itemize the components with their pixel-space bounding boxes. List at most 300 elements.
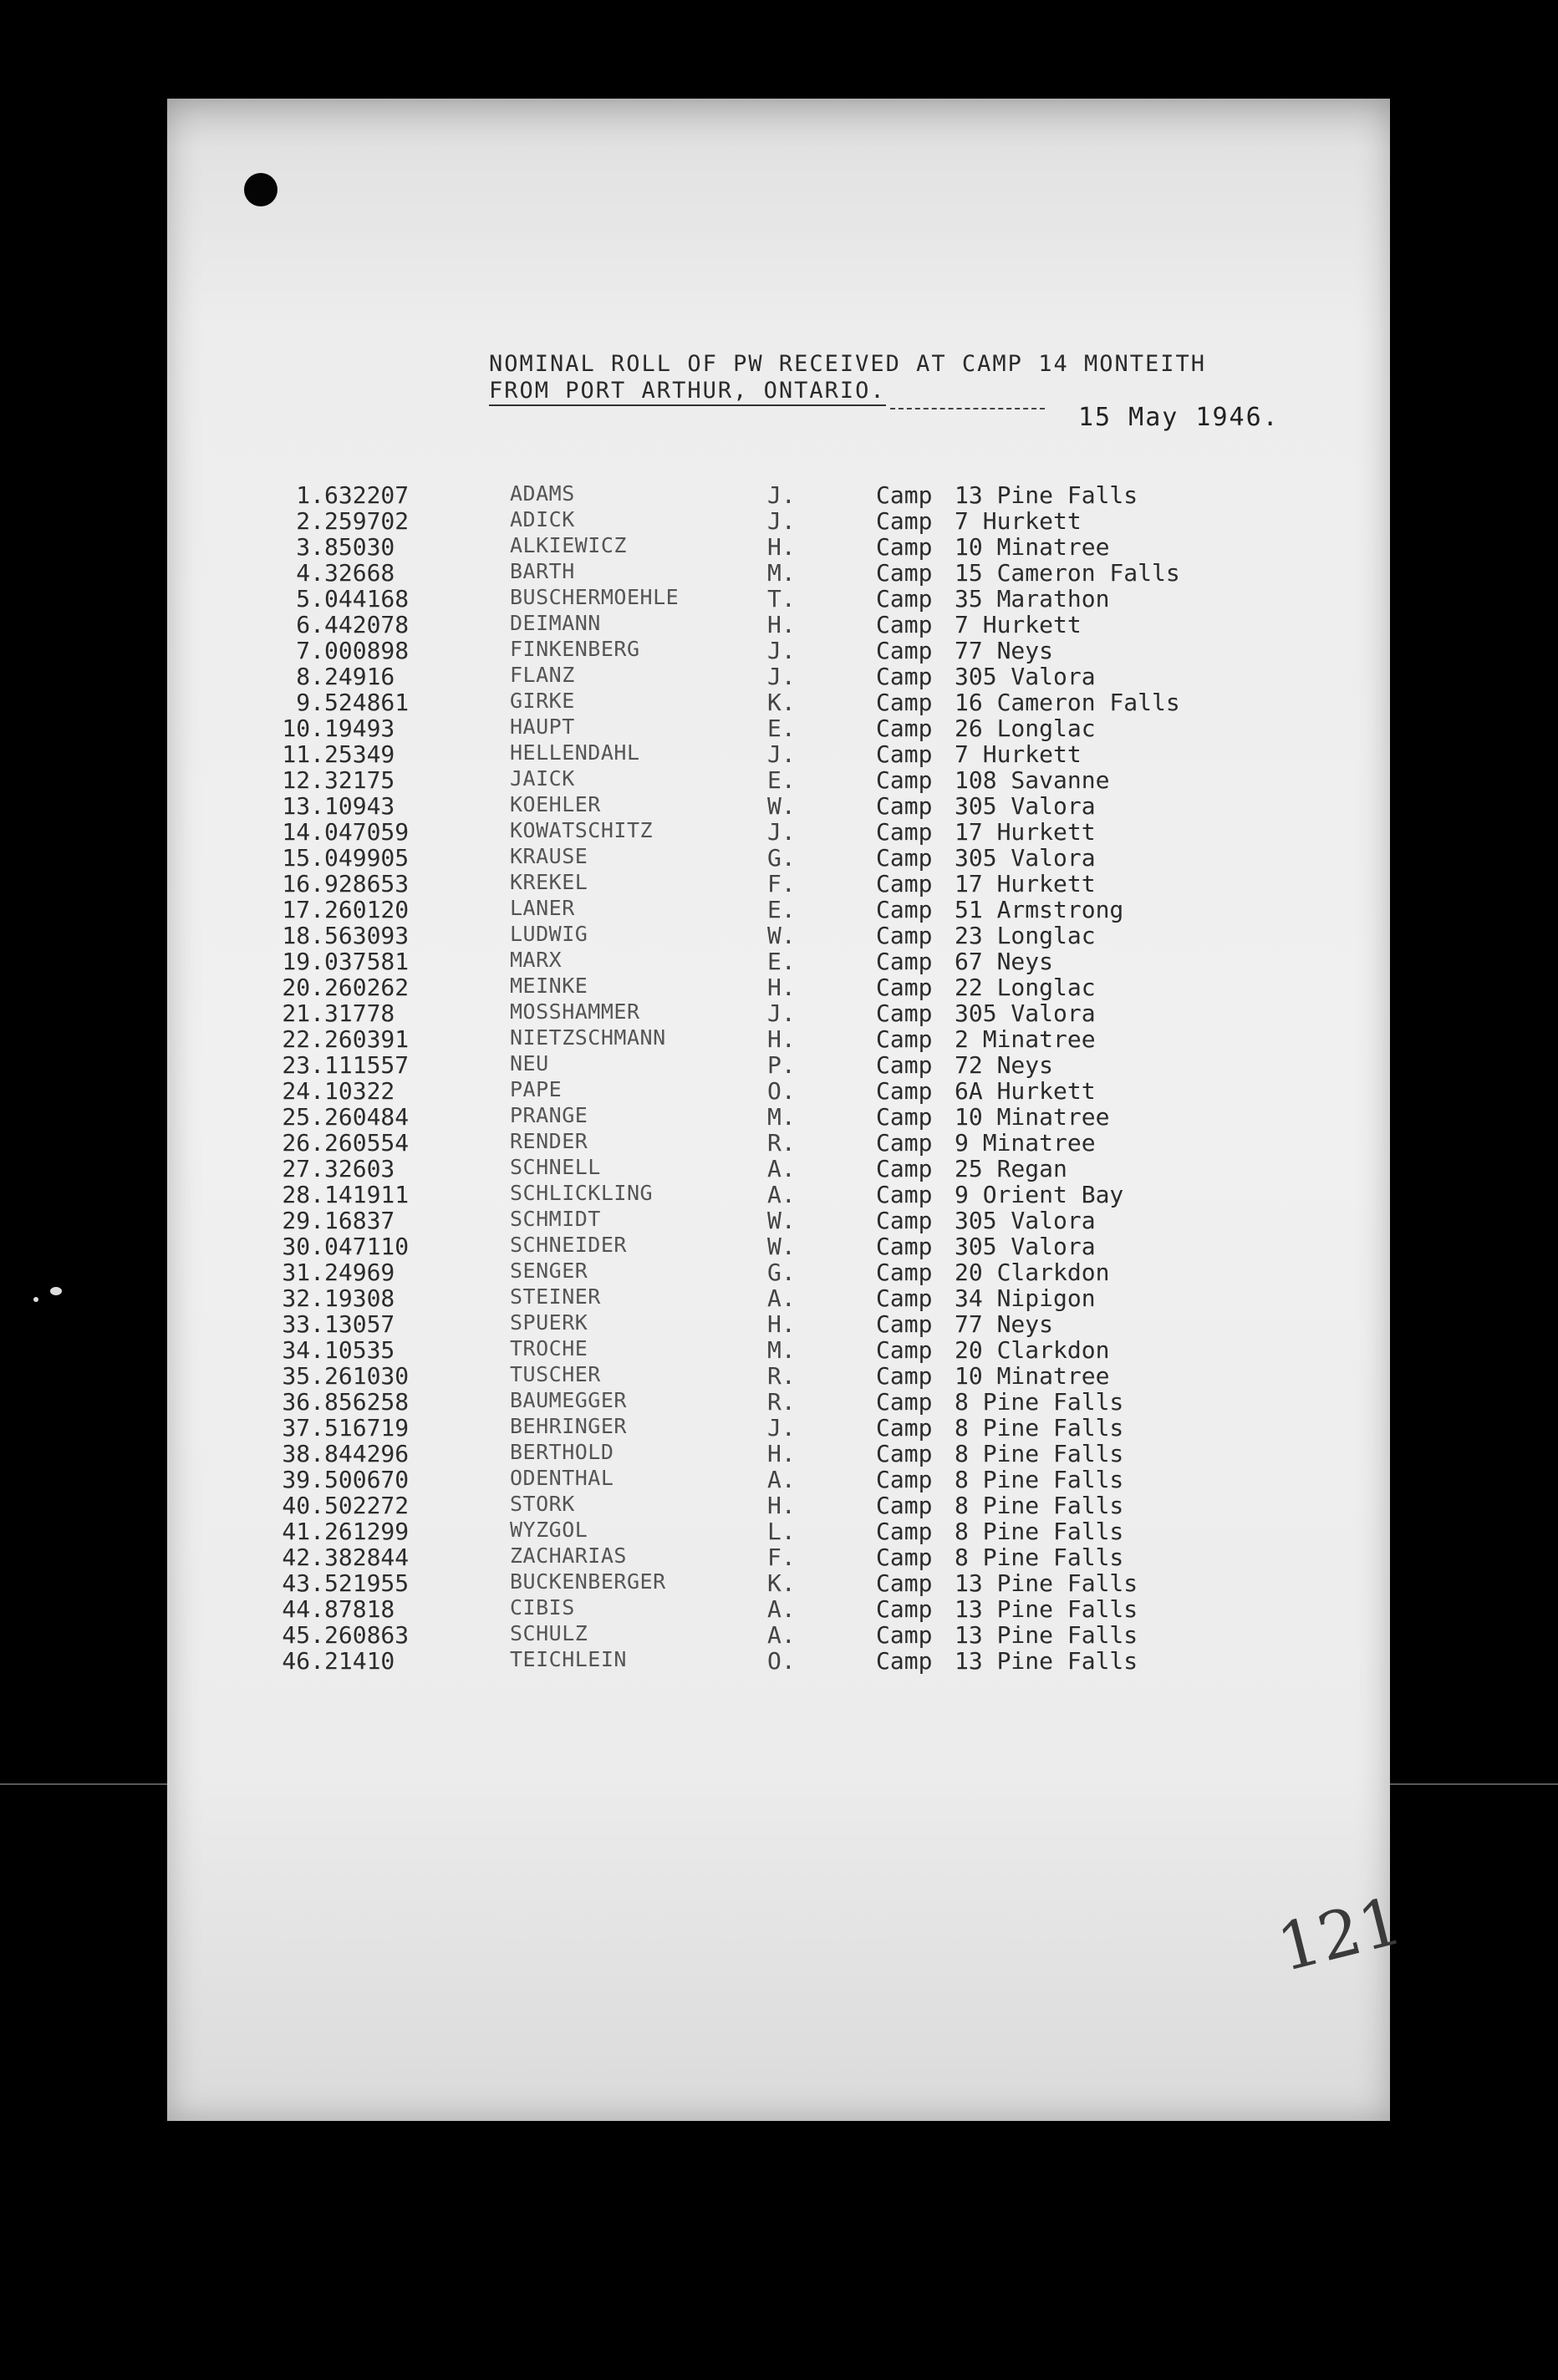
roster-row (267, 999, 1270, 1025)
camp-label: Camp (876, 1259, 933, 1286)
camp-label: Camp (876, 818, 933, 846)
roster-number: 38. (282, 1440, 324, 1467)
roster-row (267, 740, 1270, 766)
handwritten-page-number: 121 (1270, 1883, 1410, 1987)
camp-destination: 72 Neys (955, 1051, 1054, 1079)
prisoner-surname: ALKIEWICZ (510, 533, 627, 557)
punch-hole (244, 173, 277, 206)
camp-label: Camp (876, 1543, 933, 1571)
prisoner-surname: BAUMEGGER (510, 1388, 627, 1412)
camp-destination: 15 Cameron Falls (955, 559, 1180, 587)
prisoner-initial: E. (767, 766, 796, 794)
camp-destination: 108 Savanne (955, 766, 1110, 794)
prisoner-initial: P. (767, 1051, 796, 1079)
prisoner-initial: M. (767, 559, 796, 587)
camp-label: Camp (876, 999, 933, 1027)
camp-label: Camp (876, 507, 933, 535)
prisoner-surname: SENGER (510, 1259, 588, 1283)
roster-row (267, 1336, 1270, 1362)
roster-row (267, 1233, 1270, 1259)
prisoner-surname: NEU (510, 1051, 549, 1076)
pw-number: 260484 (324, 1103, 410, 1131)
prisoner-initial: J. (767, 481, 796, 509)
title-dash-rule (890, 408, 1045, 409)
pw-number: 85030 (324, 533, 395, 561)
prisoner-initial: A. (767, 1181, 796, 1208)
roster-row (267, 1284, 1270, 1310)
camp-label: Camp (876, 1155, 933, 1182)
roster-number: 33. (282, 1310, 324, 1338)
camp-label: Camp (876, 1595, 933, 1623)
camp-label: Camp (876, 1518, 933, 1545)
prisoner-initial: T. (767, 585, 796, 613)
pw-number: 928653 (324, 870, 410, 898)
camp-destination: 13 Pine Falls (955, 1569, 1138, 1597)
roster-row (267, 1518, 1270, 1543)
camp-label: Camp (876, 870, 933, 898)
roster-number: 37. (282, 1414, 324, 1442)
pw-number: 516719 (324, 1414, 410, 1442)
roster-number: 44. (282, 1595, 324, 1623)
roster-row (267, 1155, 1270, 1181)
roster-number: 4. (296, 559, 324, 587)
camp-label: Camp (876, 740, 933, 768)
camp-destination: 305 Valora (955, 999, 1096, 1027)
pw-number: 260554 (324, 1129, 410, 1157)
roster-row (267, 1414, 1270, 1440)
camp-destination: 13 Pine Falls (955, 1647, 1138, 1675)
roster-number: 7. (296, 637, 324, 664)
camp-destination: 20 Clarkdon (955, 1259, 1110, 1286)
roster-row (267, 1103, 1270, 1129)
roster-number: 10. (282, 715, 324, 742)
pw-number: 260262 (324, 974, 410, 1001)
roster-number: 31. (282, 1259, 324, 1286)
prisoner-surname: DEIMANN (510, 611, 601, 635)
prisoner-initial: J. (767, 818, 796, 846)
camp-destination: 77 Neys (955, 637, 1054, 664)
camp-label: Camp (876, 1414, 933, 1442)
roster-row (267, 663, 1270, 689)
roster-number: 34. (282, 1336, 324, 1364)
camp-destination: 305 Valora (955, 792, 1096, 820)
roster-row (267, 870, 1270, 896)
camp-label: Camp (876, 1077, 933, 1105)
roster-row (267, 792, 1270, 818)
camp-label: Camp (876, 1181, 933, 1208)
roster-row (267, 1310, 1270, 1336)
camp-label: Camp (876, 1129, 933, 1157)
roster-number: 45. (282, 1621, 324, 1649)
prisoner-surname: SCHULZ (510, 1621, 588, 1645)
pw-number: 037581 (324, 948, 410, 975)
camp-label: Camp (876, 1492, 933, 1519)
roster-row (267, 1181, 1270, 1207)
nominal-roll-list (267, 481, 1270, 1673)
camp-destination: 35 Marathon (955, 585, 1110, 613)
camp-destination: 305 Valora (955, 1207, 1096, 1234)
pw-number: 632207 (324, 481, 410, 509)
camp-label: Camp (876, 1440, 933, 1467)
prisoner-surname: WYZGOL (510, 1518, 588, 1542)
pw-number: 260120 (324, 896, 410, 923)
camp-label: Camp (876, 1207, 933, 1234)
roster-number: 42. (282, 1543, 324, 1571)
prisoner-initial: O. (767, 1647, 796, 1675)
camp-label: Camp (876, 559, 933, 587)
pw-number: 261030 (324, 1362, 410, 1390)
camp-destination: 8 Pine Falls (955, 1466, 1124, 1493)
prisoner-initial: J. (767, 507, 796, 535)
camp-destination: 10 Minatree (955, 533, 1110, 561)
camp-destination: 20 Clarkdon (955, 1336, 1110, 1364)
pw-number: 19493 (324, 715, 395, 742)
prisoner-initial: E. (767, 715, 796, 742)
prisoner-surname: BERTHOLD (510, 1440, 614, 1464)
roster-row (267, 1492, 1270, 1518)
camp-label: Camp (876, 896, 933, 923)
camp-label: Camp (876, 844, 933, 872)
prisoner-surname: STORK (510, 1492, 575, 1516)
pw-number: 502272 (324, 1492, 410, 1519)
prisoner-surname: BUSCHERMOEHLE (510, 585, 680, 609)
camp-label: Camp (876, 1233, 933, 1260)
camp-label: Camp (876, 481, 933, 509)
camp-label: Camp (876, 715, 933, 742)
camp-destination: 10 Minatree (955, 1362, 1110, 1390)
roster-row (267, 922, 1270, 948)
camp-label: Camp (876, 1466, 933, 1493)
pw-number: 10535 (324, 1336, 395, 1364)
pw-number: 259702 (324, 507, 410, 535)
pw-number: 049905 (324, 844, 410, 872)
camp-destination: 8 Pine Falls (955, 1440, 1124, 1467)
prisoner-initial: A. (767, 1284, 796, 1312)
pw-number: 442078 (324, 611, 410, 638)
prisoner-initial: H. (767, 974, 796, 1001)
camp-destination: 305 Valora (955, 1233, 1096, 1260)
roster-number: 28. (282, 1181, 324, 1208)
prisoner-initial: R. (767, 1129, 796, 1157)
roster-row (267, 1025, 1270, 1051)
pw-number: 856258 (324, 1388, 410, 1416)
prisoner-surname: GIRKE (510, 689, 575, 713)
camp-destination: 67 Neys (955, 948, 1054, 975)
pw-number: 32668 (324, 559, 395, 587)
camp-label: Camp (876, 1103, 933, 1131)
roster-number: 19. (282, 948, 324, 975)
roster-number: 23. (282, 1051, 324, 1079)
prisoner-surname: PAPE (510, 1077, 563, 1101)
roster-row (267, 481, 1270, 507)
camp-label: Camp (876, 1025, 933, 1053)
prisoner-initial: O. (767, 1077, 796, 1105)
camp-label: Camp (876, 611, 933, 638)
prisoner-surname: SPUERK (510, 1310, 588, 1335)
camp-label: Camp (876, 792, 933, 820)
roster-number: 22. (282, 1025, 324, 1053)
prisoner-initial: R. (767, 1388, 796, 1416)
pw-number: 24916 (324, 663, 395, 690)
roster-number: 14. (282, 818, 324, 846)
camp-label: Camp (876, 689, 933, 716)
roster-number: 6. (296, 611, 324, 638)
camp-label: Camp (876, 1284, 933, 1312)
prisoner-initial: W. (767, 922, 796, 949)
roster-row (267, 948, 1270, 974)
camp-destination: 26 Longlac (955, 715, 1096, 742)
pw-number: 32603 (324, 1155, 395, 1182)
prisoner-initial: K. (767, 689, 796, 716)
prisoner-initial: A. (767, 1155, 796, 1182)
film-speck (50, 1287, 62, 1295)
prisoner-surname: LANER (510, 896, 575, 920)
prisoner-surname: SCHNEIDER (510, 1233, 627, 1257)
camp-destination: 8 Pine Falls (955, 1414, 1124, 1442)
camp-label: Camp (876, 637, 933, 664)
prisoner-surname: JAICK (510, 766, 575, 791)
camp-destination: 305 Valora (955, 663, 1096, 690)
prisoner-initial: H. (767, 1492, 796, 1519)
prisoner-surname: BARTH (510, 559, 575, 583)
roster-row (267, 1129, 1270, 1155)
roster-number: 35. (282, 1362, 324, 1390)
prisoner-surname: SCHMIDT (510, 1207, 601, 1231)
prisoner-surname: BUCKENBERGER (510, 1569, 666, 1594)
camp-destination: 17 Hurkett (955, 870, 1096, 898)
pw-number: 563093 (324, 922, 410, 949)
roster-number: 29. (282, 1207, 324, 1234)
prisoner-surname: TROCHE (510, 1336, 588, 1360)
roster-number: 40. (282, 1492, 324, 1519)
prisoner-initial: J. (767, 999, 796, 1027)
camp-destination: 8 Pine Falls (955, 1543, 1124, 1571)
roster-number: 3. (296, 533, 324, 561)
pw-number: 21410 (324, 1647, 395, 1675)
roster-row (267, 689, 1270, 715)
prisoner-surname: ZACHARIAS (510, 1543, 627, 1568)
roster-number: 43. (282, 1569, 324, 1597)
roster-number: 18. (282, 922, 324, 949)
roster-row (267, 818, 1270, 844)
prisoner-surname: MOSSHAMMER (510, 999, 640, 1024)
camp-destination: 7 Hurkett (955, 740, 1082, 768)
prisoner-initial: A. (767, 1466, 796, 1493)
prisoner-surname: KOWATSCHITZ (510, 818, 654, 842)
prisoner-surname: TEICHLEIN (510, 1647, 627, 1671)
pw-number: 000898 (324, 637, 410, 664)
film-speck (33, 1297, 38, 1302)
pw-number: 260863 (324, 1621, 410, 1649)
roster-row (267, 715, 1270, 740)
camp-destination: 16 Cameron Falls (955, 689, 1180, 716)
roster-number: 41. (282, 1518, 324, 1545)
camp-label: Camp (876, 948, 933, 975)
roster-row (267, 611, 1270, 637)
prisoner-surname: MARX (510, 948, 563, 972)
roster-number: 11. (282, 740, 324, 768)
pw-number: 10943 (324, 792, 395, 820)
roster-number: 24. (282, 1077, 324, 1105)
prisoner-initial: W. (767, 1207, 796, 1234)
pw-number: 31778 (324, 999, 395, 1027)
camp-label: Camp (876, 1310, 933, 1338)
camp-destination: 2 Minatree (955, 1025, 1096, 1053)
pw-number: 047110 (324, 1233, 410, 1260)
prisoner-surname: ADAMS (510, 481, 575, 506)
camp-destination: 8 Pine Falls (955, 1492, 1124, 1519)
prisoner-surname: BEHRINGER (510, 1414, 627, 1438)
prisoner-initial: M. (767, 1103, 796, 1131)
roster-row (267, 585, 1270, 611)
roster-row (267, 533, 1270, 559)
roster-number: 26. (282, 1129, 324, 1157)
roster-number: 8. (296, 663, 324, 690)
prisoner-initial: W. (767, 792, 796, 820)
roster-number: 25. (282, 1103, 324, 1131)
camp-label: Camp (876, 1362, 933, 1390)
prisoner-surname: KRAUSE (510, 844, 588, 868)
roster-row (267, 1362, 1270, 1388)
camp-destination: 8 Pine Falls (955, 1518, 1124, 1545)
prisoner-initial: E. (767, 948, 796, 975)
pw-number: 87818 (324, 1595, 395, 1623)
pw-number: 141911 (324, 1181, 410, 1208)
pw-number: 524861 (324, 689, 410, 716)
camp-label: Camp (876, 974, 933, 1001)
pw-number: 16837 (324, 1207, 395, 1234)
camp-destination: 8 Pine Falls (955, 1388, 1124, 1416)
camp-destination: 23 Longlac (955, 922, 1096, 949)
prisoner-initial: H. (767, 533, 796, 561)
prisoner-initial: F. (767, 1543, 796, 1571)
pw-number: 19308 (324, 1284, 395, 1312)
pw-number: 044168 (324, 585, 410, 613)
pw-number: 111557 (324, 1051, 410, 1079)
camp-destination: 34 Nipigon (955, 1284, 1096, 1312)
prisoner-surname: FLANZ (510, 663, 575, 687)
prisoner-initial: H. (767, 1310, 796, 1338)
pw-number: 10322 (324, 1077, 395, 1105)
pw-number: 24969 (324, 1259, 395, 1286)
prisoner-surname: SCHNELL (510, 1155, 601, 1179)
roster-number: 21. (282, 999, 324, 1027)
roster-number: 20. (282, 974, 324, 1001)
camp-destination: 22 Longlac (955, 974, 1096, 1001)
camp-destination: 10 Minatree (955, 1103, 1110, 1131)
pw-number: 32175 (324, 766, 395, 794)
camp-destination: 7 Hurkett (955, 507, 1082, 535)
roster-number: 27. (282, 1155, 324, 1182)
pw-number: 047059 (324, 818, 410, 846)
roster-number: 13. (282, 792, 324, 820)
pw-number: 521955 (324, 1569, 410, 1597)
camp-label: Camp (876, 1647, 933, 1675)
roster-row (267, 1647, 1270, 1673)
roster-number: 17. (282, 896, 324, 923)
roster-number: 1. (296, 481, 324, 509)
camp-destination: 13 Pine Falls (955, 1595, 1138, 1623)
roster-number: 15. (282, 844, 324, 872)
roster-row (267, 637, 1270, 663)
prisoner-initial: F. (767, 870, 796, 898)
prisoner-surname: SCHLICKLING (510, 1181, 654, 1205)
prisoner-initial: J. (767, 1414, 796, 1442)
pw-number: 261299 (324, 1518, 410, 1545)
prisoner-surname: NIETZSCHMANN (510, 1025, 666, 1050)
roster-number: 32. (282, 1284, 324, 1312)
roster-row (267, 1077, 1270, 1103)
roster-row (267, 844, 1270, 870)
document-date: 15 May 1946. (1078, 403, 1280, 432)
roster-number: 30. (282, 1233, 324, 1260)
prisoner-initial: J. (767, 637, 796, 664)
prisoner-surname: ODENTHAL (510, 1466, 614, 1490)
prisoner-initial: H. (767, 1440, 796, 1467)
roster-row (267, 1569, 1270, 1595)
roster-row (267, 559, 1270, 585)
prisoner-surname: KOEHLER (510, 792, 601, 816)
prisoner-initial: G. (767, 844, 796, 872)
prisoner-initial: W. (767, 1233, 796, 1260)
roster-number: 12. (282, 766, 324, 794)
roster-number: 2. (296, 507, 324, 535)
roster-number: 16. (282, 870, 324, 898)
roster-row (267, 1259, 1270, 1284)
prisoner-initial: H. (767, 1025, 796, 1053)
pw-number: 844296 (324, 1440, 410, 1467)
roster-row (267, 1595, 1270, 1621)
camp-label: Camp (876, 766, 933, 794)
prisoner-initial: A. (767, 1595, 796, 1623)
prisoner-surname: CIBIS (510, 1595, 575, 1620)
pw-number: 25349 (324, 740, 395, 768)
roster-row (267, 766, 1270, 792)
prisoner-initial: E. (767, 896, 796, 923)
prisoner-initial: G. (767, 1259, 796, 1286)
camp-destination: 9 Orient Bay (955, 1181, 1124, 1208)
roster-number: 36. (282, 1388, 324, 1416)
roster-number: 5. (296, 585, 324, 613)
document-title-line2: FROM PORT ARTHUR, ONTARIO. (489, 378, 886, 406)
prisoner-surname: HELLENDAHL (510, 740, 640, 765)
prisoner-surname: KREKEL (510, 870, 588, 894)
camp-label: Camp (876, 663, 933, 690)
prisoner-initial: H. (767, 611, 796, 638)
camp-label: Camp (876, 1388, 933, 1416)
camp-destination: 51 Armstrong (955, 896, 1124, 923)
camp-label: Camp (876, 1569, 933, 1597)
roster-row (267, 1621, 1270, 1647)
camp-label: Camp (876, 1621, 933, 1649)
pw-number: 260391 (324, 1025, 410, 1053)
roster-row (267, 1543, 1270, 1569)
prisoner-surname: STEINER (510, 1284, 601, 1309)
pw-number: 500670 (324, 1466, 410, 1493)
prisoner-initial: J. (767, 740, 796, 768)
prisoner-surname: MEINKE (510, 974, 588, 998)
roster-row (267, 507, 1270, 533)
roster-row (267, 1388, 1270, 1414)
prisoner-initial: K. (767, 1569, 796, 1597)
camp-label: Camp (876, 533, 933, 561)
camp-destination: 7 Hurkett (955, 611, 1082, 638)
pw-number: 13057 (324, 1310, 395, 1338)
camp-label: Camp (876, 922, 933, 949)
roster-row (267, 896, 1270, 922)
document-title-line1: NOMINAL ROLL OF PW RECEIVED AT CAMP 14 MONTEITH (489, 351, 1207, 377)
roster-number: 9. (296, 689, 324, 716)
